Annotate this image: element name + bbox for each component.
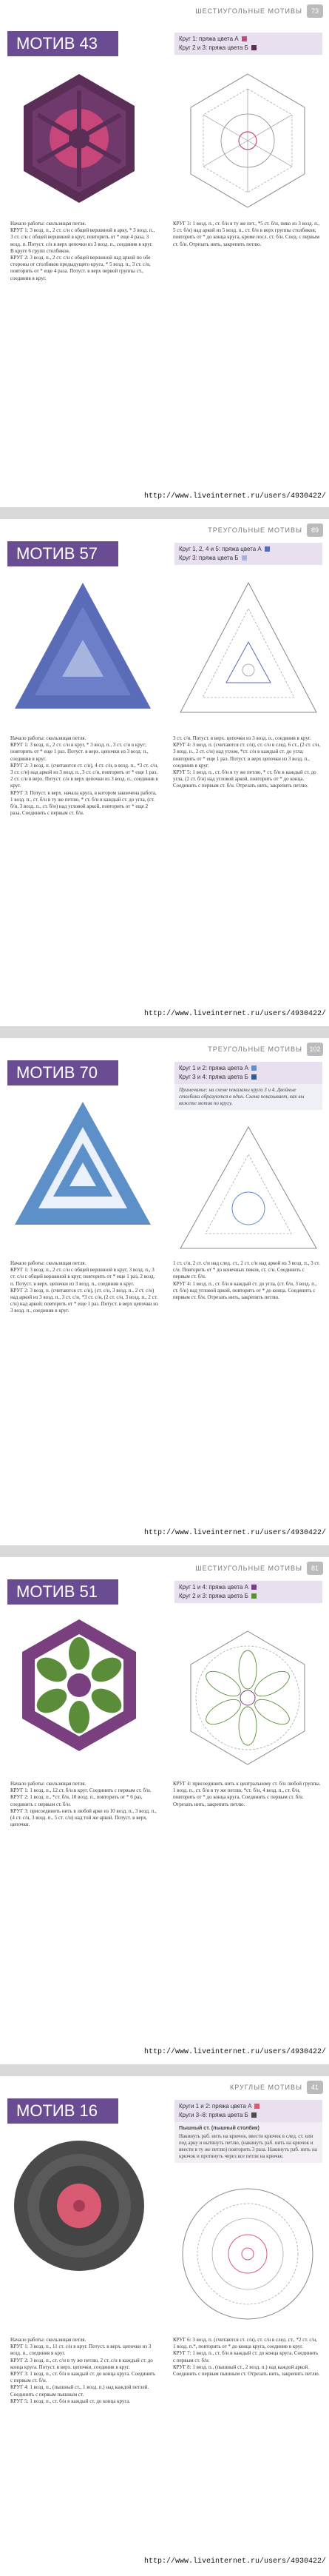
section-title: ТРЕУГОЛЬНЫЕ МОТИВЫ	[208, 526, 302, 534]
source-url[interactable]: http://www.liveinternet.ru/users/4930422/	[143, 2557, 326, 2566]
page-separator	[0, 1026, 329, 1038]
motif-photo	[9, 68, 149, 209]
legend-item: Круг 2 и 3: пряжа цвета Б	[179, 44, 318, 53]
motif-photo	[9, 577, 157, 717]
instructions-left: Начало работы: скользящая петля. КРУГ 1: 3 возд. п., 11 ст. с/н в круг. Потуст. в верх. цепочки из 3 возд. п., соединив в круг. КРУГ 2: 3 возд. п., ст. с/н в ту же петлю, 2 ст. с/н в каждый ст. до конца круга. Потуст. в верх. цепочки, соединив в круг. КРУГ 3: 1 возд. п., ст. б/н в каждый ст. до конца круга. Соединить с первым ст. б/н. КРУГ 4: 1 возд. п., (пышный ст., 1 возд. п.) над каждой петлей. Соединить с первым пышным ст. КРУГ 5: 1 возд. п., ст. б/н в каждый ст. до конца круга.	[10, 2337, 156, 2404]
legend-item: Круги 1 и 2: пряжа цвета А	[179, 2102, 318, 2111]
source-url[interactable]: http://www.liveinternet.ru/users/4930422/	[143, 1010, 326, 1018]
yarn-legend	[174, 2100, 322, 2122]
running-header	[0, 4, 329, 21]
legend-item: Круг 1, 2, 4 и 5: пряжа цвета А	[179, 545, 318, 554]
legend-item: Круг 3 и 4: пряжа цвета Б	[179, 1073, 318, 1082]
page-motif-43	[0, 0, 329, 507]
motif-title: МОТИВ 70	[7, 1060, 118, 1085]
source-url[interactable]: http://www.liveinternet.ru/users/4930422/	[143, 2048, 326, 2056]
legend-item: Круг 2 и 3: пряжа цвета Б	[179, 1592, 318, 1601]
running-header	[0, 1043, 329, 1059]
stitch-diagram	[177, 67, 318, 215]
instructions-left: Начало работы: скользящая петля. КРУГ 1: 3 возд. п., 2 ст. с/н с общей вершиной в арку, * 3 возд. п., 3 ст. с/н с общей вершиной в круг, повторить от * еще 4 раза, 3 возд. п. Потуст. с/н в верх цепочки из 3 возд. п., соединив в круг. В круге 6 групп столбиков. КРУГ 2: 3 возд. п., 2 ст. с/н с общей вершиной над аркой по обе стороны от столбиков предыдущего круга, * 5 возд. п., 3 ст. с/н, повторить от * еще 4 раза. Потуст. в верх первой группы ст., соединив в круг.	[10, 221, 155, 281]
page-separator	[0, 2064, 329, 2076]
page-number: 102	[307, 1043, 323, 1056]
motif-title: МОТИВ 16	[7, 2098, 118, 2124]
motif-title: МОТИВ 51	[7, 1579, 118, 1605]
yarn-legend	[174, 1062, 322, 1084]
page-separator	[0, 1545, 329, 1557]
page-number: 89	[307, 523, 323, 537]
instructions-right: КРУГ 4: присоединить нить к центральному ст. б/н любой группы. 1 возд. п., ст. б/н в ту же петлю, *ст. б/н, 4 возд. п., ст. б/н, повторить от * до конца круга. Соединить с первым ст. б/н. Отрезать нить, закрепить петлю.	[173, 1781, 321, 1807]
motif-photo	[9, 1097, 157, 1231]
instructions-left: Начало работы: скользящая петля. КРУГ 1: 1 возд. п., 12 ст. б/н в круг. Соединить с первым ст. б/н. КРУГ 2: 1 возд. п., *ст. б/н, 10 возд. п., повторить от * 6 раз, соединить с первым ст. б/н. КРУГ 3: присоединить нить в любой арке из 10 возд. п., 3 возд. п., (4 ст. с/н, 3 возд. п., 5 ст. с/н) над той же аркой. Потуст. в верх. цепочки.	[10, 1781, 157, 1828]
page-motif-16	[0, 2076, 329, 2576]
box-title: Пышный ст. (пышный столбик)	[179, 2126, 260, 2131]
legend-item: Круги 3–8: пряжа цвета Б	[179, 2111, 318, 2120]
legend-item: Круг 1: пряжа цвета А	[179, 35, 318, 44]
motif-photo	[9, 2135, 149, 2276]
instructions-right: 3 ст. с/н. Потуст. в верх. цепочки из 3 возд. п., соединив в круг. КРУГ 4: 3 возд. п. (считаются ст. с/н), ст. с/н в след. 6 ст., (2 ст. с/н, 3 возд. п., 2 ст. с/н) над углом, *ст. с/н в каждый ст. до угла; повторить от * еще 1 раз. Потуст. в верх цепочки из 3 возд. п., соединив в круг. КРУГ 5: 1 возд. п., ст. б/н в ту же петлю, * ст. б/н в каждый ст. до угла, (2 ст. б/н) над угловой аркой, повторить от * до конца. Соединить с первым ст. б/н. Отрезать нить, закрепить петлю.	[173, 735, 321, 789]
instructions-left: Начало работы: скользящая петля. КРУГ 1: 3 возд. п., 2 ст. с/н в круг, * 3 возд. п., 3 ст. с/н в круг; повторить от * еще 1 раз. Потуст. в верх. цепочки из 3 возд. п., соединив в круг. КРУГ 2: 3 возд. п. (считаются ст. с/н), 4 ст. с/н, в возд. п., *3 ст. с/н, 3 ст. с/н) над аркой из 3 возд. п., 3 ст. с/н, повторить от * еще 1 раз, 2 ст. с/н в верх. Потуст. с/н в верх цепочки из 3 возд. п., соединив в круг. КРУГ 3: Потуст. в верх. начала круга, в котором закончена работа, 1 возд. п., ст. б/н в ту же петлю, * ст. б/н в каждый ст. до угла, (ст. б/н, 3 возд. п., ст. б/н) над угловой аркой, повторить от * еще 2 раза. Соединить с первым ст. б/н.	[10, 735, 158, 817]
stitch-diagram	[177, 2180, 318, 2328]
yarn-legend	[174, 1581, 322, 1603]
motif-note: Примечание: на схеме показаны круги 3 и 4. Двойные столбики образуются в один. Схема показывает, как вы вяжете мотив по кругу.	[174, 1084, 322, 1110]
page-separator	[0, 507, 329, 519]
stitch-diagram	[174, 1121, 322, 1254]
motif-title: МОТИВ 57	[7, 541, 118, 566]
legend-item: Круг 3: пряжа цвета Б	[179, 554, 318, 563]
motif-title: МОТИВ 43	[7, 31, 118, 56]
stitch-diagram	[177, 1624, 318, 1772]
source-url[interactable]: http://www.liveinternet.ru/users/4930422/	[143, 1529, 326, 1537]
page-number: 41	[307, 2081, 323, 2094]
instructions-right: КРУГ 3: 1 возд. п., ст. б/н в ту же пет., *5 ст. б/н, пико из 3 возд. п., 5 ст. б/н) над аркой из 5 возд. п., ст. б/н в верх группы столбиков; повторить от * до конца круга, кроме посл. ст. б/н. Соед. с первым ст. б/н. Отрезать нить, закрепить петлю.	[173, 221, 320, 247]
source-url[interactable]: http://www.liveinternet.ru/users/4930422/	[143, 492, 326, 501]
instructions-left: Начало работы: скользящая петля. КРУГ 1: 3 возд. п., 2 ст. с/н с общей вершиной в круг, 3 возд. п., 3 ст. с/н с общей вершиной в круг, повторить от * еще 1 раз, 2 возд. п. Потуст. в верх. цепочки из 3 возд. п., соединив в круг. КРУГ 2: 3 возд. п. (считаются ст. с/н), (ст. с/н, 3 возд. п., 2 ст. с/н) над аркой из 3 возд. п., 3 ст. с/н, *3 ст. с/н, (2 ст. с/н, 3 возд. п., 2 ст. с/н) над аркой; повторить от * еще 1 раз. Потуст. в верх цепочки из 3 возд. п., соединив в круг.	[10, 1260, 158, 1314]
yarn-legend	[174, 543, 322, 565]
page-motif-51	[0, 1557, 329, 2064]
section-title: ШЕСТИУГОЛЬНЫЕ МОТИВЫ	[195, 7, 302, 15]
instructions-right: 1 ст. с/н, 2 ст. с/н над след. ст., 2 ст. с/н над аркой из 3 возд. п., 3 ст. с/н. Повторить от * до конечных пиков, ст. с/н. Соединить с первым ст. б/н. КРУГ 4: 1 возд. п., ст. б/н в каждый ст. до угла, (ст. б/н, 3 возд. п., ст. б/н) над угловой аркой, повторить от * до конца. Соединить с первым ст. б/н. Отрезать нить, закрепить петлю.	[173, 1260, 320, 1301]
section-title: ТРЕУГОЛЬНЫЕ МОТИВЫ	[208, 1046, 302, 1053]
legend-item: Круг 1 и 4: пряжа цвета А	[179, 1583, 318, 1592]
stitch-definition-box	[174, 2122, 322, 2163]
stitch-diagram	[174, 575, 322, 723]
box-text: Накинуть раб. нить на крючок, ввести крючок в след. ст. или под арку и вытянуть петлю, (накинуть раб. нить на крючок и ввести в ту же петлю) повторить 3 раза. Накинуть раб. нить на крючок и протянуть через все петли на крючке.	[179, 2133, 317, 2159]
running-header	[0, 2081, 329, 2097]
section-title: ШЕСТИУГОЛЬНЫЕ МОТИВЫ	[195, 1565, 302, 1572]
running-header	[0, 1562, 329, 1578]
motif-photo	[9, 1615, 149, 1756]
page-number: 73	[307, 4, 323, 18]
page-number: 81	[307, 1562, 323, 1575]
running-header	[0, 523, 329, 540]
page-motif-57	[0, 519, 329, 1026]
page-motif-70	[0, 1038, 329, 1545]
section-title: КРУГЛЫЕ МОТИВЫ	[230, 2084, 302, 2091]
instructions-right: КРУГ 6: 3 возд. п. (считаются ст. с/н), ст. с/н в след. ст., *2 ст. с/н, 1 возд. п.*, повторить от * до конца круга, соединив в круг. КРУГ 7: 1 возд. п., ст. б/н в каждый ст. до конца круга. Соединить с первым ст. б/н. КРУГ 8: 1 возд. п., (пышный ст., 2 возд. п.) над каждой аркой. Соединить с первым пышным ст. Отрезать нить, закрепить петлю.	[173, 2337, 320, 2378]
yarn-legend	[174, 33, 322, 55]
legend-item: Круг 1 и 2: пряжа цвета А	[179, 1064, 318, 1073]
